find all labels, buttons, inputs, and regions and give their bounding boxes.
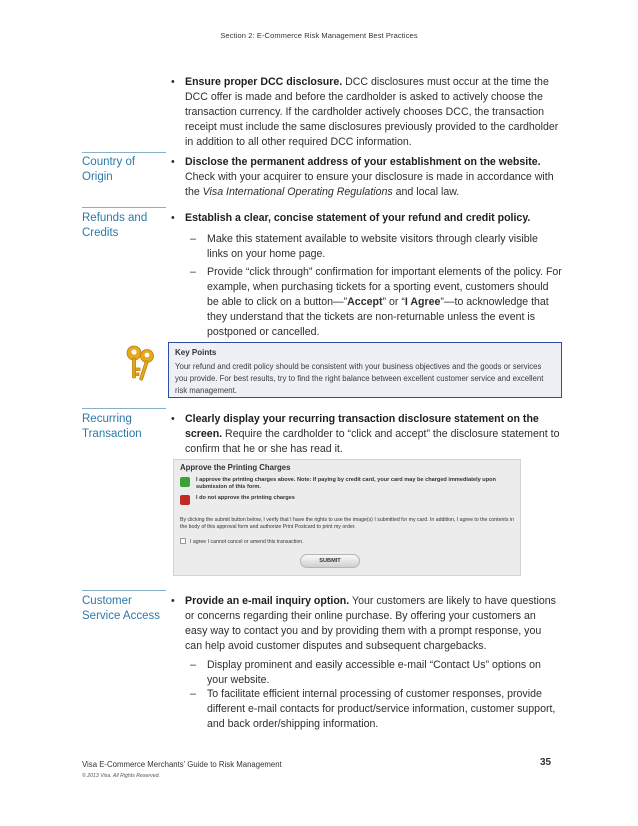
bullet-glyph: • xyxy=(171,156,175,168)
option-decline xyxy=(180,494,512,508)
refunds-sub2-c: ”—to acknowledge that they understand that the tickets are non-returnable unless the event is postponed or cancelled. xyxy=(207,296,549,338)
form-checkbox-row xyxy=(180,538,304,545)
dash-glyph: – xyxy=(190,659,196,671)
refunds-sub2-mid: ” or “ xyxy=(382,296,405,308)
approval-form-screenshot xyxy=(173,459,521,576)
divider-country xyxy=(82,152,166,153)
keys-icon xyxy=(124,344,158,384)
key-points-title: Key Points xyxy=(175,348,217,357)
sub-email-contacts xyxy=(190,687,562,732)
dcc-bold: Ensure proper DCC disclosure. xyxy=(185,76,343,88)
refunds-accept: Accept xyxy=(347,296,383,308)
bullet-email-inquiry xyxy=(171,594,561,654)
customer-text: Your customers are likely to have questions or concerns regarding their online purchase. By offering your customers an easy way to contact you and by providing them with a prompt response, you can help avoid customer disputes and subsequent chargebacks. xyxy=(185,595,556,652)
option-decline-text: I do not approve the printing charges xyxy=(196,495,295,501)
recurring-text: Require the cardholder to “click and accept” the disclosure statement to confirm that he or she has read it. xyxy=(185,428,560,455)
country-text1: Check with your acquirer to ensure your disclosure is made in accordance with the xyxy=(185,171,554,198)
dcc-text: DCC disclosures must occur at the time the DCC offer is made and before the cardholder is asked to actively choose the transaction currency. If the cardholder actively chooses DCC, the transaction receipt must include the same disclosures previously provided to the cardholder in addition to all other required DCC information. xyxy=(185,76,559,148)
refunds-bold: Establish a clear, concise statement of your refund and credit policy. xyxy=(185,212,531,224)
section-header: Section 2: E-Commerce Risk Management Best Practices xyxy=(220,31,418,40)
refunds-sub2-a: Provide “click through” confirmation for important elements of the policy. For example, when purchasing tickets for a sporting event, customers should be able to click on a button—” xyxy=(207,266,562,308)
green-radio-icon xyxy=(180,477,190,487)
sub-refund-links xyxy=(190,232,562,262)
customer-bold: Provide an e-mail inquiry option. xyxy=(185,595,350,607)
submit-button: SUBMIT xyxy=(300,554,360,568)
red-radio-icon xyxy=(180,495,190,505)
key-points-body: Your refund and credit policy should be consistent with your business objectives and the goods or services you provide. For best results, try to find the right balance between excellent customer service and excellent risk management. xyxy=(175,362,544,395)
sub-contact-us xyxy=(190,658,562,688)
bullet-glyph: • xyxy=(171,76,175,88)
customer-sub2: To facilitate efficient internal processing of customer responses, provide different e-mail contacts for product/service information, customer support, and back order/shipping information. xyxy=(207,688,556,730)
option-approve-text: I approve the printing charges above. Note: If paying by credit card, your card may be charged immediately upon submission of this form. xyxy=(196,477,496,490)
refunds-sub1: Make this statement available to website visitors through clearly visible links on your home page. xyxy=(207,233,538,260)
bullet-country-address xyxy=(171,155,561,200)
checkbox-icon xyxy=(180,538,186,544)
form-checkbox-label: I agree I cannot cancel or amend this transaction. xyxy=(190,539,304,545)
country-italic: Visa International Operating Regulations xyxy=(202,186,393,198)
page-number: 35 xyxy=(540,757,552,768)
bullet-glyph: • xyxy=(171,595,175,607)
bullet-glyph: • xyxy=(171,212,175,224)
label-refunds-and-credits: Refunds and Credits xyxy=(82,212,148,239)
customer-sub1: Display prominent and easily accessible e-mail “Contact Us” options on your website. xyxy=(207,659,541,686)
dash-glyph: – xyxy=(190,233,196,245)
bullet-glyph: • xyxy=(171,413,175,425)
footer-title: Visa E-Commerce Merchants’ Guide to Risk Management xyxy=(82,760,282,769)
bullet-recurring-disclosure xyxy=(171,412,561,457)
label-recurring-transaction: Recurring Transaction xyxy=(82,413,142,440)
divider-refunds xyxy=(82,207,166,208)
bullet-dcc-disclosure xyxy=(171,75,561,150)
sub-click-through xyxy=(190,265,562,340)
label-country-of-origin: Country of Origin xyxy=(82,156,136,183)
divider-recurring xyxy=(82,408,166,409)
footer-copyright: © 2013 Visa. All Rights Reserved. xyxy=(82,773,160,779)
recurring-bold: Clearly display your recurring transaction disclosure statement on the screen. xyxy=(185,413,539,440)
dash-glyph: – xyxy=(190,266,196,278)
country-bold: Disclose the permanent address of your establishment on the website. xyxy=(185,156,541,168)
key-points-box xyxy=(168,342,562,398)
divider-customer xyxy=(82,590,166,591)
country-text2: and local law. xyxy=(392,186,460,198)
refunds-i-agree: I Agree xyxy=(404,296,441,308)
dash-glyph: – xyxy=(190,688,196,700)
label-customer-service-access: Customer Service Access xyxy=(82,595,160,622)
option-approve xyxy=(180,476,512,490)
form-paragraph: By clicking the submit button below, I verify that I have the rights to use the image(s) I submitted for my card. In addition, I agree to the contents in the body of this approval form and authorize Print Postcard to print my order. xyxy=(180,517,514,530)
form-title: Approve the Printing Charges xyxy=(180,463,291,472)
bullet-refund-policy xyxy=(171,211,561,226)
